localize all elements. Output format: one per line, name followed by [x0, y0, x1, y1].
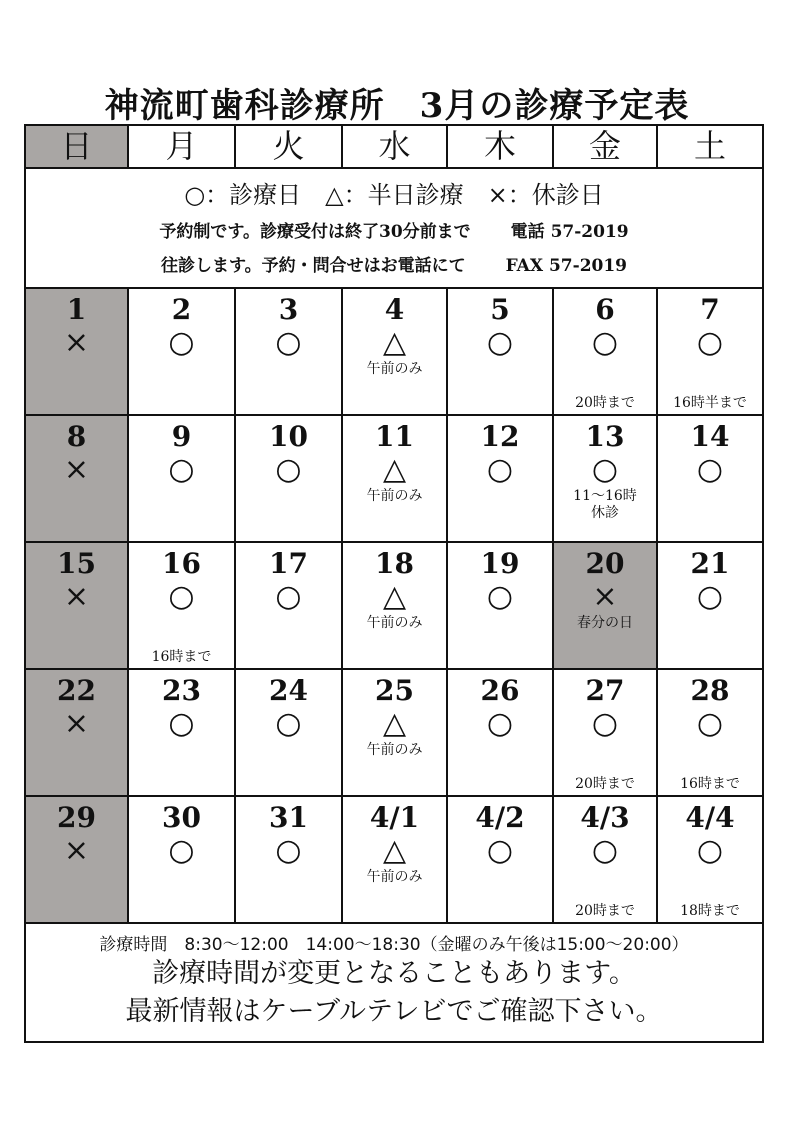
day-cell: [554, 797, 658, 922]
day-note: 午前のみ: [366, 615, 423, 631]
day-number: 26: [480, 674, 520, 707]
info-text: 往診します。予約・問合せはお電話にて: [160, 256, 466, 276]
day-number: 13: [585, 420, 625, 453]
day-number: 31: [269, 801, 308, 834]
status-mark: ○: [486, 833, 514, 868]
status-mark: ○: [275, 452, 302, 487]
notice-text: 最新情報はケーブルテレビでご確認下さい。: [125, 996, 663, 1027]
day-cell: [26, 797, 129, 922]
day-number: 19: [480, 547, 520, 580]
day-cell: [343, 416, 448, 541]
status-mark: ×: [63, 579, 90, 614]
day-note: 16時まで: [680, 776, 740, 792]
day-cell: [554, 670, 658, 795]
day-note: 18時まで: [680, 903, 740, 919]
day-cell: [129, 543, 236, 668]
page-title: 神流町歯科診療所 3月の診療予定表: [104, 86, 690, 126]
day-number: 20: [585, 547, 625, 580]
day-number: 24: [269, 674, 308, 707]
status-mark: ○: [275, 706, 302, 741]
day-cell: [554, 543, 658, 668]
day-number: 30: [162, 801, 201, 834]
day-number: 7: [700, 293, 720, 326]
status-mark: △: [382, 325, 407, 360]
day-cell: [236, 289, 343, 414]
day-number: 28: [690, 674, 730, 707]
day-note: 午前のみ: [366, 361, 423, 377]
fax-number: FAX 57-2019: [505, 256, 628, 276]
status-mark: ○: [591, 706, 619, 741]
day-cell: [448, 797, 554, 922]
day-number: 22: [57, 674, 96, 707]
day-cell: [448, 670, 554, 795]
status-mark: △: [382, 452, 407, 487]
day-note: 20時まで: [575, 776, 635, 792]
day-number: 1: [66, 293, 87, 326]
day-cell: [26, 543, 129, 668]
weekday-0: 日: [26, 126, 129, 167]
info-section: [26, 169, 762, 289]
day-note: 20時まで: [575, 903, 635, 919]
status-mark: △: [382, 706, 407, 741]
calendar-weeks: [26, 289, 762, 924]
day-cell: [129, 797, 236, 922]
status-mark: ○: [591, 325, 619, 360]
day-number: 10: [269, 420, 308, 453]
day-cell: [658, 289, 762, 414]
weekday-5: 金: [554, 126, 658, 167]
info-line: [26, 249, 762, 283]
status-mark: ×: [63, 452, 90, 487]
day-number: 21: [690, 547, 730, 580]
weekday-6: 土: [693, 127, 726, 165]
day-number: 25: [375, 674, 414, 707]
status-mark: ○: [696, 833, 724, 868]
day-cell: [343, 670, 448, 795]
status-mark: ○: [486, 706, 514, 741]
day-number: 9: [171, 420, 192, 453]
status-mark: ○: [591, 833, 619, 868]
day-number: 23: [162, 674, 201, 707]
day-cell: [658, 670, 762, 795]
info-line: [26, 215, 762, 249]
status-mark: ×: [592, 579, 618, 614]
day-number: 4/3: [580, 801, 630, 834]
status-mark: ×: [63, 833, 90, 868]
status-mark: △: [382, 579, 407, 614]
day-number: 18: [375, 547, 414, 580]
day-cell: [554, 416, 658, 541]
status-mark: ○: [696, 579, 724, 614]
day-number: 5: [490, 293, 510, 326]
day-cell: [658, 543, 762, 668]
status-mark: △: [382, 833, 407, 868]
day-number: 4/1: [369, 801, 420, 834]
day-note: 午前のみ: [366, 869, 423, 885]
day-number: 16: [162, 547, 201, 580]
status-mark: ○: [168, 706, 195, 741]
day-note: 20時まで: [575, 395, 635, 411]
day-cell: [658, 797, 762, 922]
day-number: 14: [690, 420, 730, 453]
status-mark: ○: [168, 325, 195, 360]
day-number: 4: [384, 293, 405, 326]
day-cell: [658, 416, 762, 541]
week-row: [26, 543, 762, 670]
legend: ○：診療日 △：半日診療 ×：休診日: [184, 181, 604, 209]
day-cell: [26, 670, 129, 795]
status-mark: ○: [275, 579, 302, 614]
day-note: 春分の日: [577, 615, 633, 631]
schedule-table: [24, 124, 764, 1043]
footer: [26, 924, 762, 1041]
day-cell: [448, 416, 554, 541]
status-mark: ○: [275, 833, 302, 868]
weekday-header: [26, 126, 762, 169]
day-note: 16時まで: [151, 649, 212, 665]
status-mark: ○: [591, 452, 619, 487]
day-number: 2: [171, 293, 192, 326]
day-number: 27: [585, 674, 625, 707]
day-number: 4/4: [685, 801, 735, 834]
weekday-1: 月: [129, 126, 236, 167]
day-cell: [26, 416, 129, 541]
weekday-4: 木: [448, 126, 554, 167]
day-number: 11: [375, 420, 414, 453]
week-row: [26, 797, 762, 924]
day-number: 12: [480, 420, 520, 453]
week-row: [26, 289, 762, 416]
day-number: 6: [595, 293, 615, 326]
status-mark: ○: [168, 579, 195, 614]
day-cell: [343, 289, 448, 414]
status-mark: ○: [168, 833, 195, 868]
day-note: 16時半まで: [673, 395, 747, 411]
status-mark: ○: [696, 325, 724, 360]
day-note: 11～16時 休診: [573, 488, 637, 521]
status-mark: ○: [696, 706, 724, 741]
phone-number: 電話 57-2019: [510, 222, 629, 242]
day-cell: [129, 416, 236, 541]
day-note: 午前のみ: [366, 742, 423, 758]
weekday-2: 火: [236, 126, 343, 167]
day-cell: [129, 670, 236, 795]
day-note: 午前のみ: [366, 488, 423, 504]
status-mark: ○: [168, 452, 195, 487]
status-mark: ○: [275, 325, 302, 360]
day-cell: [343, 543, 448, 668]
status-mark: ○: [486, 579, 514, 614]
week-row: [26, 670, 762, 797]
info-text: 予約制です。診療受付は終了30分前まで: [159, 222, 471, 242]
day-cell: [448, 543, 554, 668]
day-cell: [343, 797, 448, 922]
day-cell: [448, 289, 554, 414]
status-mark: ○: [486, 325, 514, 360]
status-mark: ○: [696, 452, 724, 487]
day-cell: [236, 797, 343, 922]
notice-text: 診療時間が変更となることもあります。: [152, 958, 636, 989]
day-cell: [129, 289, 236, 414]
status-mark: ○: [486, 452, 514, 487]
day-cell: [26, 289, 129, 414]
status-mark: ×: [63, 706, 90, 741]
week-row: [26, 416, 762, 543]
day-number: 8: [66, 420, 87, 453]
day-cell: [236, 543, 343, 668]
day-number: 3: [278, 293, 299, 326]
day-cell: [236, 416, 343, 541]
day-number: 17: [269, 547, 308, 580]
day-cell: [554, 289, 658, 414]
hours-text: 診療時間 8:30～12:00 14:00～18:30（金曜のみ午後は15:00～20:00）: [99, 935, 689, 955]
day-number: 4/2: [475, 801, 525, 834]
weekday-3: 水: [343, 126, 448, 167]
day-number: 29: [57, 801, 96, 834]
day-number: 15: [57, 547, 96, 580]
status-mark: ×: [63, 325, 90, 360]
day-cell: [236, 670, 343, 795]
